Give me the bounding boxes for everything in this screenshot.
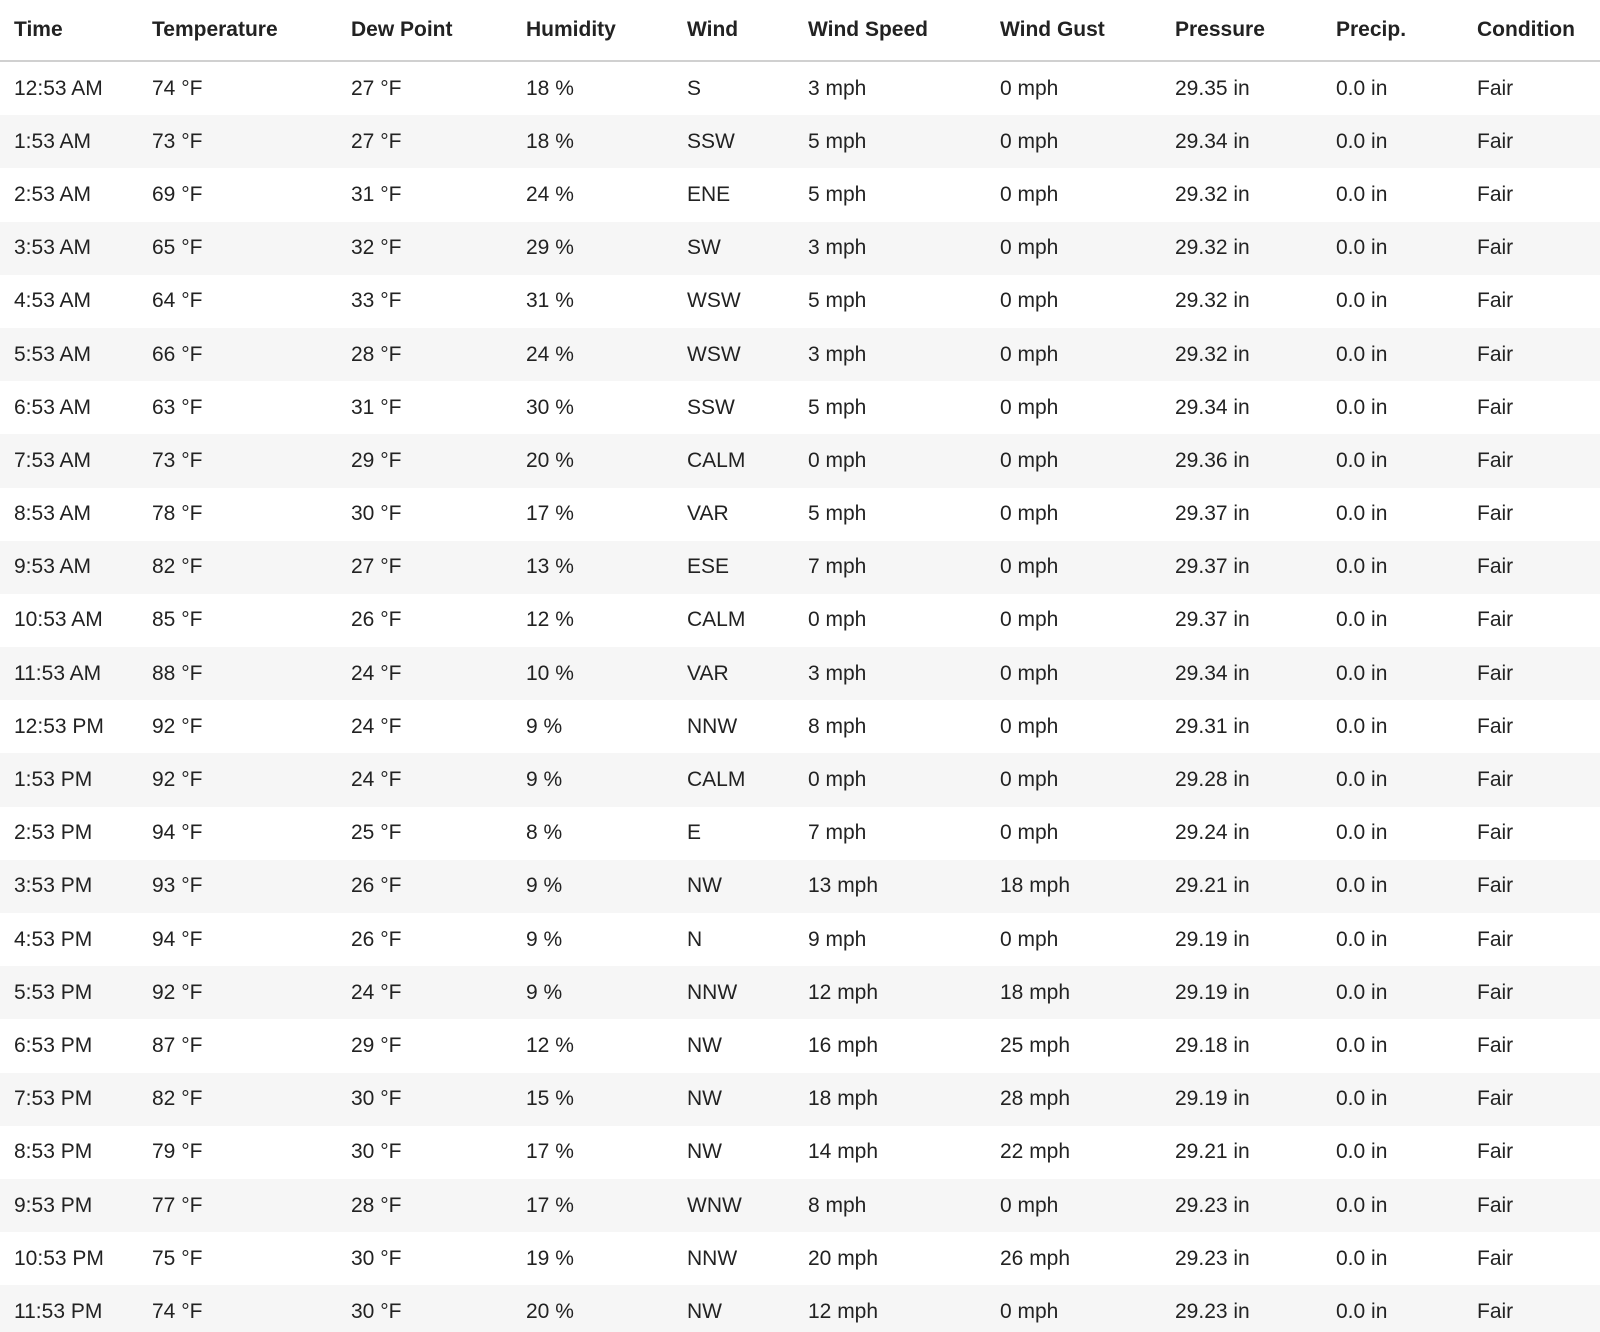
cell-condition: Fair xyxy=(1477,289,1514,313)
cell-wind-speed: 12 mph xyxy=(794,1285,986,1332)
cell-time: 8:53 AM xyxy=(14,502,92,526)
table-row xyxy=(0,1126,1600,1179)
cell-wind: SSW xyxy=(673,115,794,168)
cell-pressure: 29.32 in xyxy=(1161,328,1322,381)
table-row xyxy=(0,647,1600,700)
cell-humidity: 30 % xyxy=(526,395,574,419)
cell-temperature: 69 °F xyxy=(152,182,203,206)
cell-humidity: 17 % xyxy=(526,1140,574,1164)
cell-pressure: 29.21 in xyxy=(1161,860,1322,913)
cell-time: 10:53 AM xyxy=(14,608,103,632)
cell-time: 1:53 PM xyxy=(0,753,138,806)
cell-temperature: 66 °F xyxy=(138,328,337,381)
cell-temperature: 75 °F xyxy=(152,1246,203,1270)
cell-precip: 0.0 in xyxy=(1322,1073,1463,1126)
cell-dew-point: 30 °F xyxy=(351,1246,402,1270)
cell-wind-gust: 0 mph xyxy=(986,222,1161,275)
cell-dew-point: 26 °F xyxy=(337,860,512,913)
cell-humidity: 9 % xyxy=(526,714,563,738)
cell-condition: Fair xyxy=(1463,1073,1600,1126)
cell-humidity: 20 % xyxy=(512,434,673,487)
cell-condition: Fair xyxy=(1477,395,1514,419)
cell-humidity: 18 % xyxy=(526,76,574,100)
cell-wind-gust: 0 mph xyxy=(986,328,1161,381)
table-row xyxy=(0,328,1600,381)
cell-wind-gust: 0 mph xyxy=(1000,608,1059,632)
table-row xyxy=(0,541,1600,594)
cell-wind-gust: 0 mph xyxy=(1000,502,1059,526)
cell-dew-point: 33 °F xyxy=(351,289,402,313)
cell-precip: 0.0 in xyxy=(1322,434,1463,487)
cell-wind-speed: 16 mph xyxy=(808,1033,879,1057)
cell-wind: CALM xyxy=(687,608,746,632)
cell-dew-point: 24 °F xyxy=(337,753,512,806)
cell-precip: 0.0 in xyxy=(1322,1179,1463,1232)
cell-wind: NW xyxy=(673,860,794,913)
column-header-condition[interactable]: Condition xyxy=(1463,0,1600,61)
cell-wind-speed: 5 mph xyxy=(808,289,867,313)
cell-dew-point: 29 °F xyxy=(337,434,512,487)
table-row xyxy=(0,1232,1600,1285)
cell-humidity: 24 % xyxy=(512,328,673,381)
cell-wind: SSW xyxy=(687,395,735,419)
column-header-wind-gust[interactable]: Wind Gust xyxy=(986,0,1161,61)
cell-pressure: 29.32 in xyxy=(1175,182,1250,206)
cell-humidity: 18 % xyxy=(512,115,673,168)
cell-precip: 0.0 in xyxy=(1322,328,1463,381)
cell-wind-gust: 0 mph xyxy=(986,434,1161,487)
cell-precip: 0.0 in xyxy=(1336,608,1388,632)
column-header-pressure[interactable]: Pressure xyxy=(1161,0,1322,61)
cell-pressure: 29.19 in xyxy=(1161,966,1322,1019)
cell-condition: Fair xyxy=(1477,502,1514,526)
cell-condition: Fair xyxy=(1463,541,1600,594)
cell-precip: 0.0 in xyxy=(1336,1246,1388,1270)
table-header xyxy=(0,0,1600,61)
cell-wind-speed: 20 mph xyxy=(808,1246,879,1270)
cell-dew-point: 30 °F xyxy=(337,1073,512,1126)
table-row xyxy=(0,1179,1600,1232)
cell-time: 5:53 AM xyxy=(0,328,138,381)
cell-dew-point: 27 °F xyxy=(337,115,512,168)
cell-wind: SW xyxy=(673,222,794,275)
cell-humidity: 13 % xyxy=(512,541,673,594)
cell-dew-point: 24 °F xyxy=(337,647,512,700)
cell-time: 2:53 PM xyxy=(14,821,93,845)
cell-wind-speed: 14 mph xyxy=(808,1140,879,1164)
cell-wind: E xyxy=(687,821,702,845)
cell-wind-gust: 0 mph xyxy=(1000,927,1059,951)
cell-dew-point: 30 °F xyxy=(351,502,402,526)
cell-pressure: 29.28 in xyxy=(1161,753,1322,806)
cell-time: 6:53 PM xyxy=(14,1033,93,1057)
cell-wind: CALM xyxy=(673,434,794,487)
cell-condition: Fair xyxy=(1463,647,1600,700)
cell-humidity: 15 % xyxy=(512,1073,673,1126)
table-row xyxy=(0,594,1600,647)
cell-wind-speed: 8 mph xyxy=(808,714,867,738)
cell-temperature: 88 °F xyxy=(138,647,337,700)
cell-wind-gust: 0 mph xyxy=(1000,714,1059,738)
cell-humidity: 29 % xyxy=(512,222,673,275)
cell-dew-point: 28 °F xyxy=(337,1179,512,1232)
cell-precip: 0.0 in xyxy=(1336,927,1388,951)
cell-time: 6:53 AM xyxy=(14,395,92,419)
cell-temperature: 82 °F xyxy=(138,541,337,594)
column-header-temperature[interactable]: Temperature xyxy=(138,0,337,61)
cell-condition: Fair xyxy=(1463,966,1600,1019)
cell-time: 2:53 AM xyxy=(14,182,92,206)
cell-humidity: 24 % xyxy=(526,182,574,206)
cell-time: 9:53 PM xyxy=(0,1179,138,1232)
table-row xyxy=(0,700,1600,753)
cell-wind: N xyxy=(687,927,703,951)
cell-pressure: 29.24 in xyxy=(1175,821,1250,845)
cell-dew-point: 28 °F xyxy=(337,328,512,381)
table-row xyxy=(0,807,1600,860)
cell-time: 7:53 PM xyxy=(0,1073,138,1126)
cell-humidity: 12 % xyxy=(526,1033,574,1057)
cell-temperature: 87 °F xyxy=(152,1033,203,1057)
cell-pressure: 29.21 in xyxy=(1175,1140,1250,1164)
cell-dew-point: 26 °F xyxy=(351,927,402,951)
cell-precip: 0.0 in xyxy=(1322,222,1463,275)
cell-time: 3:53 AM xyxy=(0,222,138,275)
cell-precip: 0.0 in xyxy=(1336,1033,1388,1057)
cell-humidity: 9 % xyxy=(512,860,673,913)
cell-condition: Fair xyxy=(1463,1179,1600,1232)
cell-wind-speed: 5 mph xyxy=(808,395,867,419)
cell-wind-gust: 0 mph xyxy=(986,647,1161,700)
table-row xyxy=(0,1019,1600,1072)
table-row xyxy=(0,115,1600,168)
cell-condition: Fair xyxy=(1463,753,1600,806)
cell-temperature: 73 °F xyxy=(138,434,337,487)
cell-temperature: 64 °F xyxy=(152,289,203,313)
cell-pressure: 29.35 in xyxy=(1175,76,1250,100)
cell-time: 11:53 AM xyxy=(0,647,138,700)
cell-time: 10:53 PM xyxy=(14,1246,104,1270)
cell-wind: NW xyxy=(687,1033,722,1057)
cell-wind-gust: 18 mph xyxy=(986,860,1161,913)
cell-wind-gust: 0 mph xyxy=(986,541,1161,594)
table-row xyxy=(0,1285,1600,1332)
cell-pressure: 29.37 in xyxy=(1175,608,1250,632)
cell-wind-speed: 0 mph xyxy=(794,434,986,487)
cell-dew-point: 26 °F xyxy=(351,608,402,632)
cell-condition: Fair xyxy=(1463,115,1600,168)
cell-pressure: 29.34 in xyxy=(1161,115,1322,168)
cell-wind-gust: 0 mph xyxy=(1000,289,1059,313)
cell-time: 11:53 PM xyxy=(0,1285,138,1332)
cell-dew-point: 31 °F xyxy=(351,182,402,206)
cell-wind-speed: 7 mph xyxy=(808,821,867,845)
cell-wind: VAR xyxy=(673,647,794,700)
cell-temperature: 82 °F xyxy=(138,1073,337,1126)
cell-temperature: 73 °F xyxy=(138,115,337,168)
cell-time: 9:53 AM xyxy=(0,541,138,594)
cell-wind-gust: 0 mph xyxy=(1000,76,1059,100)
cell-wind: S xyxy=(687,76,702,100)
table-row xyxy=(0,275,1600,328)
table-row xyxy=(0,381,1600,434)
table-row xyxy=(0,860,1600,913)
cell-pressure: 29.31 in xyxy=(1175,714,1250,738)
cell-wind-speed: 0 mph xyxy=(794,753,986,806)
cell-wind-speed: 13 mph xyxy=(794,860,986,913)
cell-temperature: 93 °F xyxy=(138,860,337,913)
cell-wind-gust: 26 mph xyxy=(1000,1246,1071,1270)
cell-precip: 0.0 in xyxy=(1336,821,1388,845)
table-row xyxy=(0,753,1600,806)
cell-temperature: 77 °F xyxy=(138,1179,337,1232)
cell-dew-point: 30 °F xyxy=(351,1140,402,1164)
table-row xyxy=(0,1073,1600,1126)
cell-pressure: 29.37 in xyxy=(1161,541,1322,594)
cell-wind-gust: 25 mph xyxy=(1000,1033,1071,1057)
cell-precip: 0.0 in xyxy=(1322,860,1463,913)
cell-pressure: 29.23 in xyxy=(1175,1246,1250,1270)
cell-time: 8:53 PM xyxy=(14,1140,93,1164)
cell-humidity: 8 % xyxy=(526,821,563,845)
cell-time: 12:53 PM xyxy=(14,714,104,738)
cell-time: 4:53 PM xyxy=(14,927,93,951)
cell-temperature: 63 °F xyxy=(152,395,203,419)
cell-pressure: 29.19 in xyxy=(1175,927,1250,951)
table-row xyxy=(0,434,1600,487)
cell-humidity: 9 % xyxy=(512,966,673,1019)
cell-temperature: 92 °F xyxy=(138,753,337,806)
cell-humidity: 9 % xyxy=(526,927,563,951)
cell-wind-gust: 0 mph xyxy=(1000,395,1059,419)
cell-precip: 0.0 in xyxy=(1336,76,1388,100)
cell-temperature: 78 °F xyxy=(152,502,203,526)
cell-wind-speed: 3 mph xyxy=(794,328,986,381)
cell-humidity: 17 % xyxy=(526,502,574,526)
cell-condition: Fair xyxy=(1477,1140,1514,1164)
cell-precip: 0.0 in xyxy=(1322,647,1463,700)
column-header-time[interactable]: Time xyxy=(0,0,138,61)
table-row xyxy=(0,222,1600,275)
cell-wind-gust: 0 mph xyxy=(986,115,1161,168)
cell-condition: Fair xyxy=(1477,821,1514,845)
cell-condition: Fair xyxy=(1477,1033,1514,1057)
cell-wind-gust: 22 mph xyxy=(1000,1140,1071,1164)
cell-wind: NW xyxy=(687,1140,722,1164)
column-header-wind-speed[interactable]: Wind Speed xyxy=(794,0,986,61)
cell-wind: ENE xyxy=(687,182,731,206)
cell-pressure: 29.23 in xyxy=(1161,1285,1322,1332)
cell-wind-speed: 8 mph xyxy=(794,1179,986,1232)
cell-wind: ESE xyxy=(673,541,794,594)
cell-dew-point: 29 °F xyxy=(351,1033,402,1057)
cell-precip: 0.0 in xyxy=(1322,753,1463,806)
cell-humidity: 20 % xyxy=(512,1285,673,1332)
cell-wind: NNW xyxy=(673,966,794,1019)
cell-dew-point: 30 °F xyxy=(337,1285,512,1332)
cell-wind-gust: 0 mph xyxy=(1000,821,1059,845)
cell-dew-point: 27 °F xyxy=(337,541,512,594)
cell-precip: 0.0 in xyxy=(1336,1140,1388,1164)
cell-pressure: 29.34 in xyxy=(1161,647,1322,700)
cell-wind: WSW xyxy=(673,328,794,381)
table-row xyxy=(0,966,1600,1019)
cell-wind-speed: 5 mph xyxy=(794,115,986,168)
cell-wind-gust: 18 mph xyxy=(986,966,1161,1019)
cell-humidity: 9 % xyxy=(512,753,673,806)
column-header-humidity[interactable]: Humidity xyxy=(512,0,673,61)
cell-humidity: 19 % xyxy=(526,1246,574,1270)
cell-humidity: 10 % xyxy=(512,647,673,700)
table-row xyxy=(0,61,1600,115)
cell-precip: 0.0 in xyxy=(1322,966,1463,1019)
cell-condition: Fair xyxy=(1463,1285,1600,1332)
cell-time: 4:53 AM xyxy=(14,289,92,313)
cell-time: 7:53 AM xyxy=(0,434,138,487)
table-row xyxy=(0,168,1600,221)
table-body xyxy=(0,61,1600,1332)
cell-temperature: 94 °F xyxy=(152,821,203,845)
cell-condition: Fair xyxy=(1463,222,1600,275)
cell-wind-speed: 18 mph xyxy=(794,1073,986,1126)
cell-pressure: 29.36 in xyxy=(1161,434,1322,487)
cell-condition: Fair xyxy=(1477,927,1514,951)
cell-wind: WSW xyxy=(687,289,741,313)
cell-wind-gust: 0 mph xyxy=(986,753,1161,806)
table-row xyxy=(0,488,1600,541)
cell-condition: Fair xyxy=(1477,182,1514,206)
cell-wind: NW xyxy=(673,1285,794,1332)
column-header-precip[interactable]: Precip. xyxy=(1322,0,1463,61)
cell-condition: Fair xyxy=(1477,714,1514,738)
header-row xyxy=(0,0,1600,61)
cell-temperature: 74 °F xyxy=(138,1285,337,1332)
cell-humidity: 12 % xyxy=(526,608,574,632)
cell-wind-gust: 0 mph xyxy=(986,1179,1161,1232)
cell-temperature: 65 °F xyxy=(138,222,337,275)
cell-wind-speed: 12 mph xyxy=(794,966,986,1019)
cell-precip: 0.0 in xyxy=(1322,115,1463,168)
cell-precip: 0.0 in xyxy=(1336,395,1388,419)
cell-time: 3:53 PM xyxy=(0,860,138,913)
cell-condition: Fair xyxy=(1477,76,1514,100)
cell-pressure: 29.18 in xyxy=(1175,1033,1250,1057)
cell-temperature: 85 °F xyxy=(152,608,203,632)
column-header-dew-point[interactable]: Dew Point xyxy=(337,0,512,61)
cell-dew-point: 31 °F xyxy=(351,395,402,419)
cell-condition: Fair xyxy=(1463,328,1600,381)
cell-pressure: 29.32 in xyxy=(1175,289,1250,313)
cell-wind: NNW xyxy=(687,1246,738,1270)
cell-humidity: 17 % xyxy=(512,1179,673,1232)
cell-precip: 0.0 in xyxy=(1336,714,1388,738)
cell-wind-speed: 7 mph xyxy=(794,541,986,594)
cell-pressure: 29.37 in xyxy=(1175,502,1250,526)
cell-pressure: 29.32 in xyxy=(1161,222,1322,275)
cell-wind-speed: 3 mph xyxy=(794,222,986,275)
cell-wind: NNW xyxy=(687,714,738,738)
table-row xyxy=(0,913,1600,966)
cell-wind: CALM xyxy=(673,753,794,806)
cell-humidity: 31 % xyxy=(526,289,574,313)
cell-wind-gust: 28 mph xyxy=(986,1073,1161,1126)
cell-precip: 0.0 in xyxy=(1336,182,1388,206)
cell-wind-speed: 3 mph xyxy=(808,76,867,100)
cell-time: 5:53 PM xyxy=(0,966,138,1019)
cell-temperature: 74 °F xyxy=(152,76,203,100)
cell-dew-point: 24 °F xyxy=(351,714,402,738)
cell-pressure: 29.19 in xyxy=(1161,1073,1322,1126)
cell-pressure: 29.34 in xyxy=(1175,395,1250,419)
cell-wind: NW xyxy=(673,1073,794,1126)
cell-precip: 0.0 in xyxy=(1336,502,1388,526)
cell-temperature: 79 °F xyxy=(152,1140,203,1164)
cell-wind-speed: 3 mph xyxy=(794,647,986,700)
cell-time: 12:53 AM xyxy=(14,76,103,100)
cell-condition: Fair xyxy=(1477,608,1514,632)
cell-dew-point: 25 °F xyxy=(351,821,402,845)
cell-time: 1:53 AM xyxy=(0,115,138,168)
cell-wind-speed: 0 mph xyxy=(808,608,867,632)
cell-wind-speed: 9 mph xyxy=(808,927,867,951)
cell-wind-speed: 5 mph xyxy=(808,502,867,526)
cell-dew-point: 24 °F xyxy=(337,966,512,1019)
cell-wind-gust: 0 mph xyxy=(986,1285,1161,1332)
cell-temperature: 94 °F xyxy=(152,927,203,951)
cell-dew-point: 32 °F xyxy=(337,222,512,275)
cell-temperature: 92 °F xyxy=(152,714,203,738)
cell-precip: 0.0 in xyxy=(1336,289,1388,313)
cell-wind: WNW xyxy=(673,1179,794,1232)
cell-wind: VAR xyxy=(687,502,729,526)
cell-precip: 0.0 in xyxy=(1322,541,1463,594)
cell-pressure: 29.23 in xyxy=(1161,1179,1322,1232)
cell-precip: 0.0 in xyxy=(1322,1285,1463,1332)
cell-condition: Fair xyxy=(1477,1246,1514,1270)
cell-condition: Fair xyxy=(1463,860,1600,913)
cell-wind-speed: 5 mph xyxy=(808,182,867,206)
cell-wind-gust: 0 mph xyxy=(1000,182,1059,206)
cell-condition: Fair xyxy=(1463,434,1600,487)
column-header-wind[interactable]: Wind xyxy=(673,0,794,61)
cell-temperature: 92 °F xyxy=(138,966,337,1019)
cell-dew-point: 27 °F xyxy=(351,76,402,100)
